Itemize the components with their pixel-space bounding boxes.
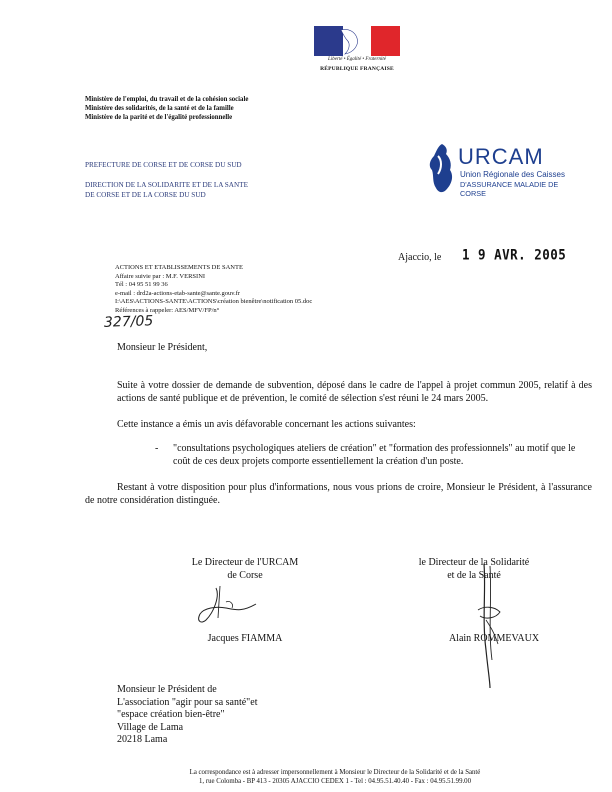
address-line: "espace création bien-être" [117, 709, 225, 720]
direction-line: DIRECTION DE LA SOLIDARITE ET DE LA SANTE [85, 181, 248, 189]
ministry-line: Ministère de l'emploi, du travail et de la cohésion sociale [85, 96, 249, 103]
bullet-dash: - [155, 443, 159, 454]
address-line: L'association "agir pour sa santé"et [117, 696, 258, 708]
address-line: 20218 Lama [117, 734, 168, 745]
bullet-item [155, 443, 595, 468]
footer-line: 1, rue Colomba - BP 413 - 20305 AJACCIO CEDEX 1 - Tel : 04.95.51.40.40 - Fax : 04.95.51.99.00 [199, 778, 471, 785]
paragraph-3: Restant à votre disposition pour plus d'informations, nous vous prions de croire, Monsieur le Président, à l'assurance de notre considération distinguée. [85, 482, 592, 506]
ministries-list [85, 95, 385, 122]
urcam-subtitle-2: D'ASSURANCE MALADIE DE CORSE [460, 180, 559, 198]
urcam-logo [420, 138, 580, 198]
ministry-line: Ministère des solidarités, de la santé et de la famille [85, 105, 234, 112]
signatory-right-title-line: le Directeur de la Solidarité [418, 557, 530, 568]
rf-name: RÉPUBLIQUE FRANÇAISE [320, 66, 394, 72]
salutation: Monsieur le Président, [117, 342, 208, 353]
urcam-wordmark: URCAM [458, 144, 544, 169]
signatory-left-title-line: de Corse [227, 570, 263, 581]
signature-right-icon [460, 560, 520, 690]
footer-line: La correspondance est à adresser impersonnellement à Monsieur le Directeur de la Solidarité et de la Santé [189, 769, 481, 776]
paragraph-2: Cette instance a émis un avis défavorable concernant les actions suivantes: [117, 419, 416, 430]
recipient-address [117, 684, 257, 747]
signatory-right-name: Alain ROMMEVAUX [448, 633, 540, 644]
service-line: I:\AES\ACTIONS-SANTE\ACTIONS\création bienêtre\notification 05.doc [115, 298, 313, 305]
ministry-line: Ministère de la parité et de l'égalité professionnelle [85, 114, 233, 121]
service-line: Références à rappeler: AES/MFV/FP/n° [115, 306, 220, 314]
signatory-left-name: Jacques FIAMMA [207, 633, 283, 644]
service-line: Tél : 04 95 51 99 36 [115, 281, 168, 288]
address-line: Monsieur le Président de [117, 684, 217, 695]
signature-left-icon [186, 582, 266, 630]
address-line: Village de Lama [117, 721, 184, 733]
tricolor-flag-icon [314, 26, 400, 56]
signatory-left-title-line: Le Directeur de l'URCAM [191, 557, 299, 568]
service-line: Affaire suivie par : M.F. VERSINI [115, 272, 206, 280]
reference-number: 327/05 [103, 313, 154, 331]
service-line: e-mail : drd2a-actions-etab-sante@sante.gouv.fr [115, 289, 241, 297]
signatory-right-title-line: et de la Santé [447, 570, 501, 581]
signatory-left-title [180, 556, 310, 582]
rf-motto: Liberté • Égalité • Fraternité [328, 57, 386, 62]
direction-line: DE CORSE ET DE LA CORSE DU SUD [85, 190, 206, 199]
direction-name [85, 181, 325, 200]
paragraph-1: Suite à votre dossier de demande de subvention, déposé dans le cadre de l'appel à projet commun 2005, relatif à des actions de santé publique et de prévention, le comité de sélection s'est réuni le 24 mars 2005. [117, 380, 592, 404]
service-info [115, 264, 395, 315]
urcam-subtitle: Union Régionale des Caisses [460, 170, 565, 179]
prefecture-name: PREFECTURE DE CORSE ET DE CORSE DU SUD [85, 161, 242, 169]
date-stamp: 1 9 AVR. 2005 [462, 245, 567, 264]
bullet-text: "consultations psychologiques ateliers de création" et "formation des professionnels" au motif que le coût de ces deux projets comporte essentiellement la création d'un poste. [173, 443, 576, 467]
footer [100, 768, 570, 786]
service-line: ACTIONS ET ETABLISSEMENTS DE SANTE [115, 264, 243, 271]
date-place: Ajaccio, le [398, 252, 442, 263]
corsica-map-icon [424, 142, 458, 194]
republique-francaise-logo [314, 26, 400, 78]
